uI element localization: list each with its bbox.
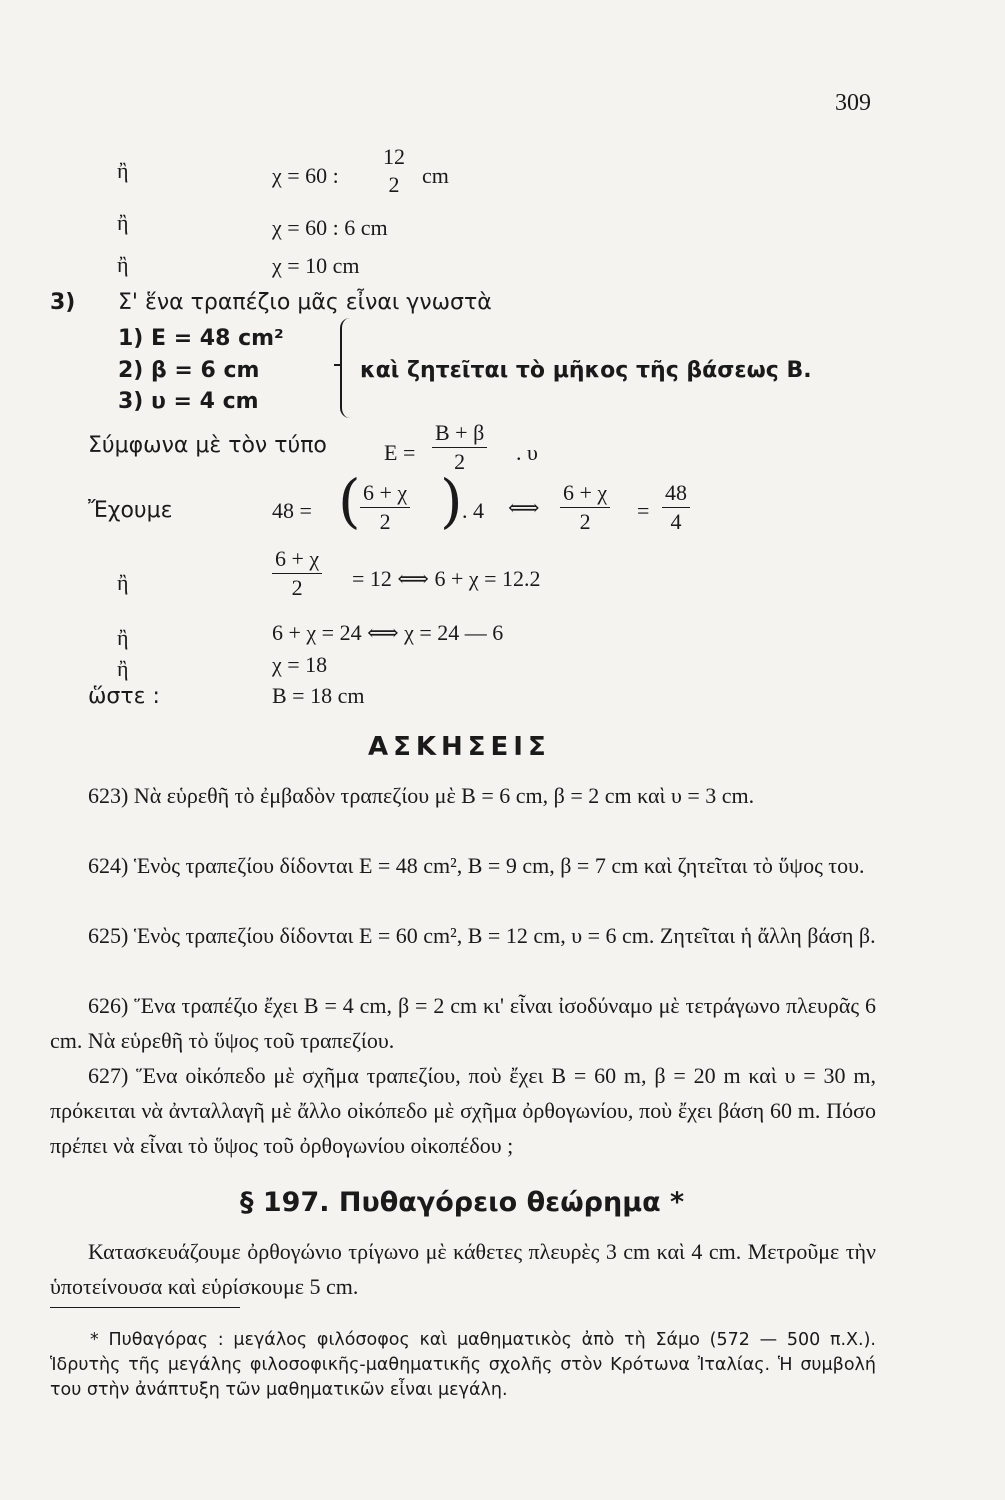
step3: χ = 18 bbox=[272, 652, 328, 677]
fraction-denominator: 2 bbox=[432, 447, 487, 473]
equals-sign: = bbox=[637, 498, 650, 523]
fraction-denominator: 4 bbox=[662, 507, 690, 533]
result: B = 18 cm bbox=[272, 683, 365, 708]
exercise-623: 623) Νὰ εὑρεθῆ τὸ ἐμβαδὸν τραπεζίου μὲ B = 6 cm, β = 2 cm καὶ υ = 3 cm. bbox=[88, 783, 755, 808]
problem-question: καὶ ζητεῖται τὸ μῆκος τῆς βάσεως B. bbox=[360, 358, 812, 383]
have-label: Ἔχουμε bbox=[88, 498, 173, 523]
formula-fraction bbox=[432, 422, 487, 473]
given-small-base: 2) β = 6 cm bbox=[118, 358, 260, 383]
solution-expression: χ = 60 : 6 cm bbox=[272, 215, 388, 240]
have-fraction-3 bbox=[662, 482, 690, 533]
step2: 6 + χ = 24 ⟺ χ = 24 — 6 bbox=[272, 620, 504, 645]
footnote-rule bbox=[50, 1307, 240, 1308]
exercise-627: 627) Ἕνα οἰκόπεδο μὲ σχῆμα τραπεζίου, ποὺ ἔχει B = 60 m, β = 20 m καὶ υ = 30 m, πρόκειται νὰ ἀνταλλαγῆ μὲ ἄλλο οἰκόπεδο μὲ σχῆμα ὀρθογωνίου, ποὺ ἔχει βάση 60 m. Πόσο πρέπει νὰ εἶναι τὸ ὕψος τοῦ ὀρθογωνίου οἰκοπέδου ; bbox=[50, 1063, 876, 1158]
unit: cm bbox=[422, 163, 449, 188]
exercises-heading: ΑΣΚΗΣΕΙΣ bbox=[368, 732, 551, 762]
fraction-denominator: 2 bbox=[360, 507, 410, 533]
given-area: 1) E = 48 cm² bbox=[118, 326, 284, 351]
fraction-numerator: 48 bbox=[665, 480, 687, 505]
section-title: § 197. Πυθαγόρειο θεώρημα * bbox=[240, 1187, 685, 1218]
section-text: Κατασκευάζουμε ὀρθογώνιο τρίγωνο μὲ κάθετες πλευρὲς 3 cm καὶ 4 cm. Μετροῦμε τὴν ὑποτείνουσα καὶ εὑρίσκουμε 5 cm. bbox=[50, 1239, 876, 1299]
formula-label: Σύμφωνα μὲ τὸν τύπο bbox=[88, 433, 327, 458]
right-parenthesis: ) bbox=[440, 467, 463, 535]
solution-expression: χ = 60 : bbox=[272, 163, 339, 188]
formula-lhs: E = bbox=[384, 440, 416, 465]
fraction-12-over-2 bbox=[380, 146, 408, 196]
line-prefix: ἢ bbox=[117, 625, 129, 650]
exercise-624: 624) Ἑνὸς τραπεζίου δίδονται E = 48 cm², B = 9 cm, β = 7 cm καὶ ζητεῖται τὸ ὕψος του. bbox=[88, 853, 865, 878]
exercise-626: 626) Ἕνα τραπέζιο ἔχει B = 4 cm, β = 2 cm κι' εἶναι ἰσοδύναμο μὲ τετράγωνο πλευρᾶς 6 cm. Νὰ εὑρεθῆ τὸ ὕψος τοῦ τραπεζίου. bbox=[50, 993, 876, 1053]
fraction-denominator: 2 bbox=[388, 172, 400, 197]
iff-arrow: ⟺ bbox=[508, 495, 540, 520]
step1-fraction bbox=[272, 548, 322, 599]
line-prefix: ἢ bbox=[117, 158, 129, 183]
left-parenthesis: ( bbox=[338, 467, 361, 535]
exercise-625: 625) Ἑνὸς τραπεζίου δίδονται E = 60 cm², B = 12 cm, υ = 6 cm. Ζητεῖται ἡ ἄλλη βάση β. bbox=[88, 923, 876, 948]
problem-number: 3) bbox=[50, 290, 76, 315]
problem-intro: Σ' ἕνα τραπέζιο μᾶς εἶναι γνωστὰ bbox=[118, 290, 492, 315]
fraction-numerator: 6 + χ bbox=[363, 480, 408, 505]
line-prefix: ἢ bbox=[117, 252, 129, 277]
have-mid: . 4 bbox=[462, 498, 484, 523]
line-prefix: ἢ bbox=[117, 210, 129, 235]
solution-expression: χ = 10 cm bbox=[272, 253, 360, 278]
have-lhs: 48 = bbox=[272, 498, 312, 523]
line-prefix: ἢ bbox=[117, 570, 129, 595]
result-label: ὥστε : bbox=[88, 684, 160, 709]
given-height: 3) υ = 4 cm bbox=[118, 389, 259, 414]
have-fraction-2 bbox=[560, 482, 610, 533]
fraction-numerator: 6 + χ bbox=[563, 480, 608, 505]
fraction-numerator: 12 bbox=[383, 144, 405, 169]
step1-rest: = 12 ⟺ 6 + χ = 12.2 bbox=[352, 566, 541, 591]
fraction-denominator: 2 bbox=[272, 573, 322, 599]
page-number: 309 bbox=[835, 90, 871, 116]
fraction-denominator: 2 bbox=[560, 507, 610, 533]
fraction-numerator: B + β bbox=[435, 420, 485, 445]
curly-brace bbox=[340, 318, 352, 418]
formula-rhs: . υ bbox=[516, 440, 538, 465]
fraction-numerator: 6 + χ bbox=[275, 546, 320, 571]
line-prefix: ἢ bbox=[117, 656, 129, 681]
footnote: * Πυθαγόρας : μεγάλος φιλόσοφος καὶ μαθηματικὸς ἀπὸ τὴ Σάμο (572 — 500 π.Χ.). Ἱδρυτὴς τῆς μεγάλης φιλοσοφικῆς-μαθηματικῆς σχολῆς στὸν Κρότωνα Ἰταλίας. Ἡ συμβολή του στὴν ἀνάπτυξη τῶν μαθηματικῶν εἶναι μεγάλη. bbox=[50, 1330, 876, 1400]
have-fraction bbox=[360, 482, 410, 533]
